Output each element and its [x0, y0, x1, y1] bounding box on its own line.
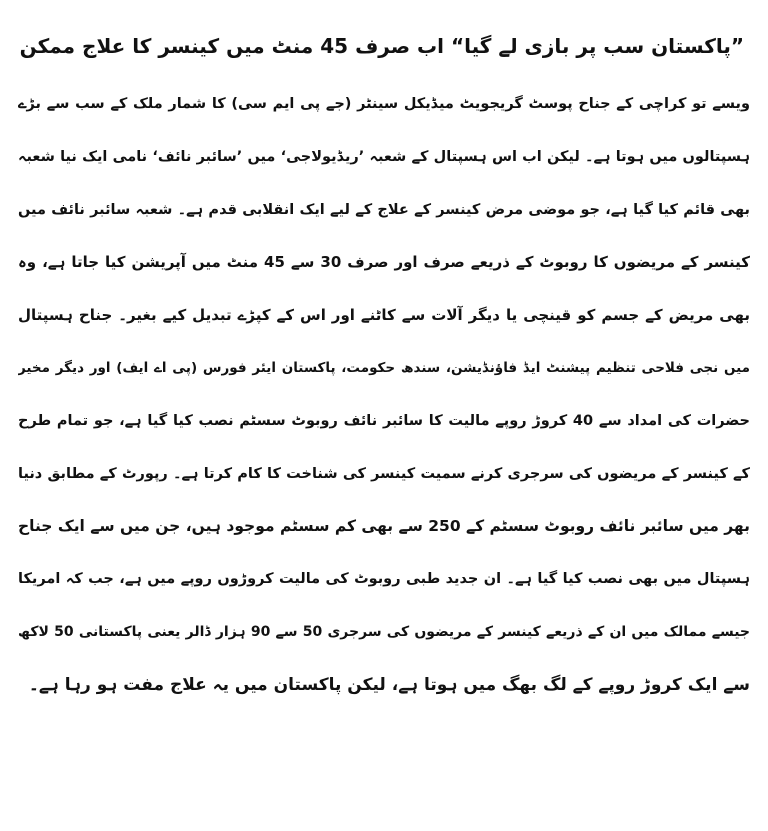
article-line: حضرات کی امداد سے 40 کروڑ روپے مالیت کا سائبر نائف روبوٹ سسٹم نصب کیا گیا ہے، جو تمام طرح — [18, 412, 750, 429]
article-line: بھر میں سائبر نائف روبوٹ سسٹم کے 250 سے بھی کم سسٹم موجود ہیں، جن میں سے ایک جناح — [18, 517, 750, 536]
article-line: سے ایک کروڑ روپے کے لگ بھگ میں ہوتا ہے، لیکن پاکستان میں یہ علاج مفت ہو رہا ہے۔ — [28, 674, 750, 695]
article-line: بھی قائم کیا گیا ہے، جو موضی مرض کینسر کے علاج کے لیے ایک انقلابی قدم ہے۔ شعبہ سائبر نائف میں — [18, 201, 750, 218]
article-line: ہسپتال میں بھی نصب کیا گیا ہے۔ ان جدید طبی روبوٹ کی مالیت کروڑوں روپے میں ہے، جب کہ امریکا — [18, 571, 750, 588]
article-line: میں نجی فلاحی تنظیم پیشنٹ ایڈ فاؤنڈیشن، سندھ حکومت، پاکستان ایئر فورس (پی اے ایف) اور دیگر مخیر — [18, 359, 750, 376]
article-line: ہسپتالوں میں ہوتا ہے۔ لیکن اب اس ہسپتال کے شعبہ ’ریڈیولاجی‘ میں ’سائبر نائف‘ نامی ایک نیا شعبہ — [18, 148, 750, 165]
article-line: کے کینسر کے مریضوں کی سرجری کرنے سمیت کینسر کی شناخت کا کام کرتا ہے۔ رپورٹ کے مطابق دنیا — [18, 465, 750, 482]
article-line: کینسر کے مریضوں کا روبوٹ کے ذریعے صرف اور صرف 30 سے 45 منٹ میں آپریشن کیا جاتا ہے، وہ — [18, 253, 750, 272]
article-line: بھی مریض کے جسم کو قینچی یا دیگر آلات سے کاٹنے اور اس کے کپڑے تبدیل کیے بغیر۔ جناح ہسپتال — [18, 306, 750, 325]
article-line: جیسے ممالک میں ان کے ذریعے کینسر کے مریضوں کی سرجری 50 سے 90 ہزار ڈالر یعنی پاکستانی 50 لاکھ — [18, 623, 750, 640]
article-body — [18, 78, 750, 712]
article — [18, 22, 750, 712]
article-line: ویسے تو کراچی کے جناح پوسٹ گریجویٹ میڈیکل سینٹر (جے پی ایم سی) کا شمار ملک کے سب سے بڑے — [18, 96, 750, 112]
article-headline: ”پاکستان سب پر بازی لے گیا“ اب صرف 45 منٹ میں کینسر کا علاج ممکن — [19, 34, 744, 58]
